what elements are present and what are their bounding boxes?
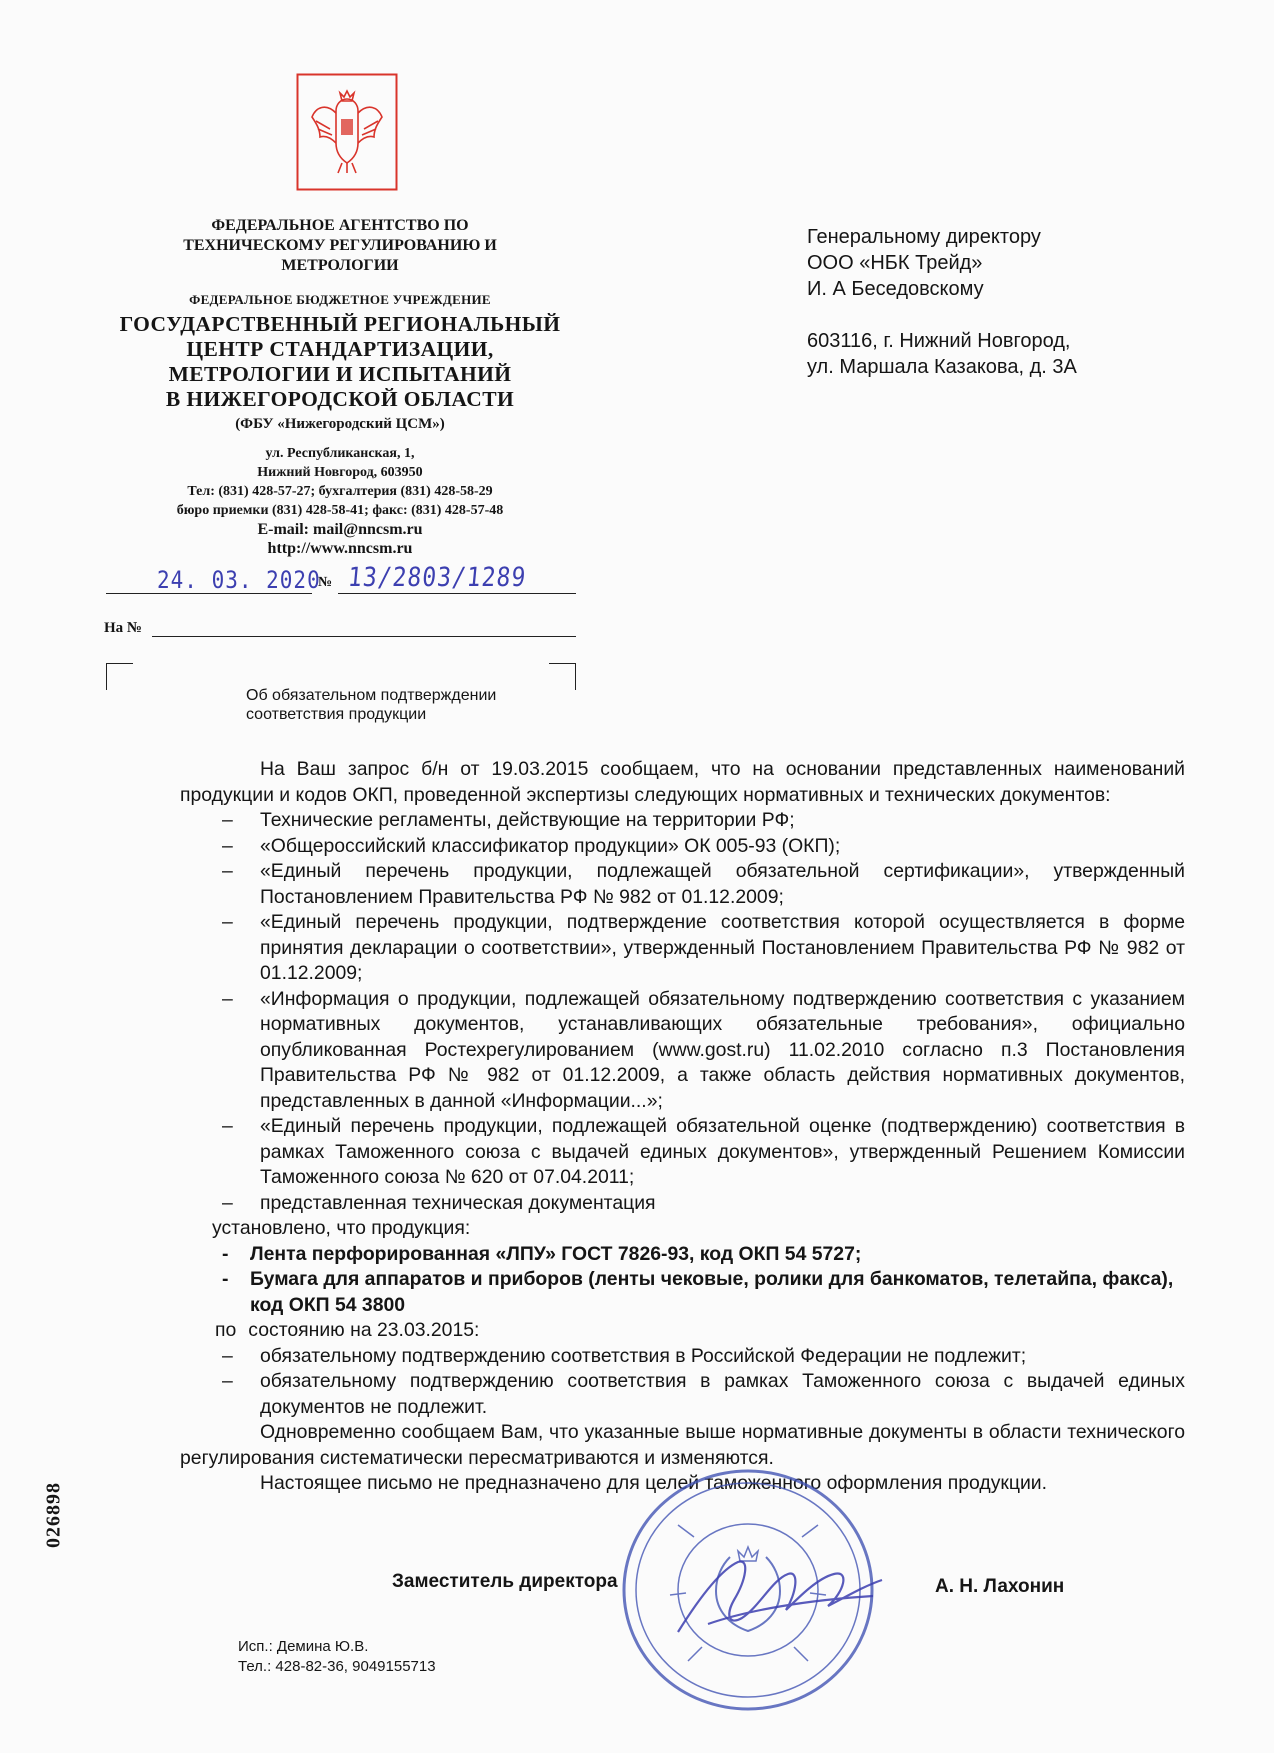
institution-name xyxy=(95,312,585,412)
documents-list xyxy=(180,808,1185,1216)
document-item: – «Информация о продукции, подлежащей обязательному подтверждению соответствия с указанием нормативных документов, устанавливающих обязательные требования», официально опубликованная Ростехрегулированием (www.gost.ru) 11.02.2010 согласно п.3 Постановления Правительства РФ № 982 от 01.12.2009, а также область действия нормативных документов, представленных в данной «Информации...»; xyxy=(180,987,1185,1115)
body-intro: На Ваш запрос б/н от 19.03.2015 сообщаем, что на основании представленных наименований продукции и кодов ОКП, проведенной экспертизы следующих нормативных и технических документов: xyxy=(180,758,1185,806)
product-item: - Лента перфорированная «ЛПУ» ГОСТ 7826-93, код ОКП 54 5727; xyxy=(180,1242,1185,1268)
sender-phones: Тел: (831) 428-57-27; бухгалтерия (831) 428-58-29 xyxy=(187,484,493,499)
letter-subject xyxy=(246,686,496,724)
subject-line: соответствия продукции xyxy=(246,706,427,723)
reply-to-label: На № xyxy=(104,620,142,636)
reply-to-underline xyxy=(152,636,576,637)
body-note: Настоящее письмо не предназначено для целей таможенного оформления продукции. xyxy=(260,1472,1048,1494)
institution-name-line: ЦЕНТР СТАНДАРТИЗАЦИИ, xyxy=(186,337,494,361)
institution-short-name: (ФБУ «Нижегородский ЦСМ») xyxy=(235,416,445,432)
conclusion-item: – обязательному подтверждению соответствия в рамках Таможенного союза с выдачей единых документов не подлежит. xyxy=(180,1369,1185,1420)
subject-corner-right xyxy=(549,663,576,690)
executor-block xyxy=(238,1637,436,1677)
signatory-position: Заместитель директора xyxy=(392,1571,618,1592)
subject-line: Об обязательном подтверждении xyxy=(246,687,497,704)
handwritten-signature xyxy=(668,1540,898,1650)
state-prefix: по xyxy=(215,1319,237,1341)
sender-email: E-mail: mail@nncsm.ru xyxy=(257,521,423,538)
products-list xyxy=(180,1242,1185,1319)
document-item: – «Единый перечень продукции, подлежащей обязательной оценке (подтверждению) соответствия в рамках Таможенного союза с выдачей единых документов», утвержденный Решением Комиссии Таможенного союза № 620 от 07.04.2011; xyxy=(180,1114,1185,1191)
conclusion-item: – обязательному подтверждению соответствия в Российской Федерации не подлежит; xyxy=(180,1344,1185,1370)
registration-number: 13/2803/1289 xyxy=(346,563,528,593)
form-serial-number xyxy=(42,1465,66,1565)
serial-number-text: 026898 xyxy=(42,1482,65,1548)
letter-body xyxy=(180,757,1185,1497)
institution-name-line: ГОСУДАРСТВЕННЫЙ РЕГИОНАЛЬНЫЙ xyxy=(119,312,561,336)
state-text: состоянию на 23.03.2015: xyxy=(248,1319,480,1341)
recipient-title: Генеральному директору xyxy=(807,226,1041,248)
number-sign: № xyxy=(318,575,333,590)
sender-reception: бюро приемки (831) 428-58-41; факс: (831) 428-57-48 xyxy=(176,503,504,518)
body-note: Одновременно сообщаем Вам, что указанные выше нормативные документы в области технического регулирования систематически пересматриваются и изменяются. xyxy=(180,1421,1185,1469)
sender-contacts xyxy=(120,444,560,558)
product-item: - Бумага для аппаратов и приборов (ленты чековые, ролики для банкоматов, телетайпа, факса), код ОКП 54 3800 xyxy=(180,1267,1185,1318)
established-line: установлено, что продукция: xyxy=(212,1217,471,1239)
document-item: – представленная техническая документация xyxy=(180,1191,1185,1217)
institution-name-line: МЕТРОЛОГИИ И ИСПЫТАНИЙ xyxy=(168,362,512,386)
document-item: – «Общероссийский классификатор продукции» ОК 005-93 (ОКП); xyxy=(180,834,1185,860)
document-item: – «Единый перечень продукции, подлежащей обязательной сертификации», утвержденный Постановлением Правительства РФ № 982 от 01.12.2009; xyxy=(180,859,1185,910)
recipient-address: ул. Маршала Казакова, д. 3А xyxy=(807,356,1077,378)
institution-type: ФЕДЕРАЛЬНОЕ БЮДЖЕТНОЕ УЧРЕЖДЕНИЕ xyxy=(189,292,491,307)
agency-name: ФЕДЕРАЛЬНОЕ АГЕНТСТВО ПО ТЕХНИЧЕСКОМУ РЕГУЛИРОВАНИЮ И МЕТРОЛОГИИ xyxy=(183,217,497,274)
sender-city: Нижний Новгород, 603950 xyxy=(257,465,423,480)
registration-date: 24. 03. 2020 xyxy=(157,566,321,594)
recipient-company: ООО «НБК Трейд» xyxy=(807,252,983,274)
sender-street: ул. Республиканская, 1, xyxy=(265,446,415,461)
state-date-line xyxy=(180,1318,1185,1344)
number-underline xyxy=(338,593,576,594)
recipient-name: И. А Беседовскому xyxy=(807,278,984,300)
signatory-name: А. Н. Лахонин xyxy=(935,1576,1065,1597)
executor-phone: Тел.: 428-82-36, 9049155713 xyxy=(238,1658,436,1675)
executor-name: Исп.: Демина Ю.В. xyxy=(238,1638,369,1655)
coat-of-arms-emblem xyxy=(296,73,398,191)
institution-name-line: В НИЖЕГОРОДСКОЙ ОБЛАСТИ xyxy=(165,387,515,411)
document-item: – Технические регламенты, действующие на территории РФ; xyxy=(180,808,1185,834)
subject-corner-left xyxy=(106,663,133,690)
sender-website: http://www.nncsm.ru xyxy=(267,540,413,557)
conclusions-list xyxy=(180,1344,1185,1421)
date-underline xyxy=(106,593,312,594)
document-item: – «Единый перечень продукции, подтверждение соответствия которой осуществляется в форме принятия декларации о соответствии», утвержденный Постановлением Правительства РФ № 982 от 01.12.2009; xyxy=(180,910,1185,987)
recipient-block xyxy=(807,224,1077,380)
recipient-address: 603116, г. Нижний Новгород, xyxy=(807,330,1071,352)
